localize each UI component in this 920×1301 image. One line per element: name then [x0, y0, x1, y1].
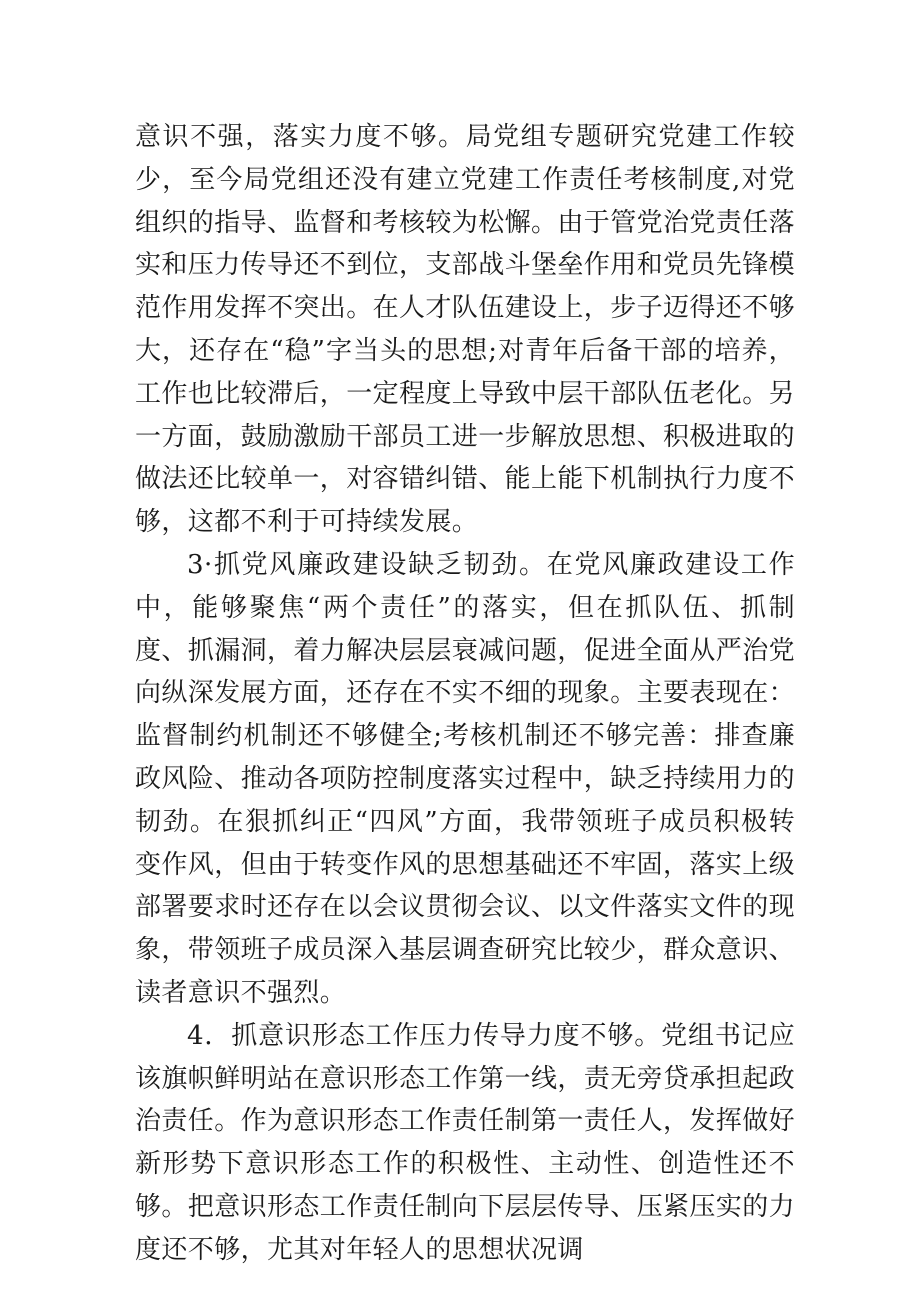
paragraph-item-4: 4．抓意识形态工作压力传导力度不够。党组书记应该旗帜鲜明站在意识形态工作第一线，责无旁贷承担起政治责任。作为意识形态工作责任制第一责任人，发挥做好新形势下意识形态工作的积极性、主动性、创造性还不够。把意识形态工作责任制向下层层传导、压紧压实的力度还不够，尤其对年轻人的思想状况调 — [135, 1020, 796, 1265]
paragraph-item-3: 3·抓党风廉政建设缺乏韧劲。在党风廉政建设工作中，能够聚焦“两个责任”的落实，但在抓队伍、抓制度、抓漏洞，着力解决层层衰减问题，促进全面从严治党向纵深发展方面，还存在不实不细的现象。主要表现在：监督制约机制还不够健全;考核机制还不够完善：排查廉政风险、推动各项防控制度落实过程中，缺乏持续用力的韧劲。在狠抓纠正“四风”方面，我带领班子成员积极转变作风，但由于转变作风的思想基础还不牢固，落实上级部署要求时还存在以会议贯彻会议、以文件落实文件的现象，带领班子成员深入基层调查研究比较少，群众意识、读者意识不强烈。 — [135, 549, 796, 1008]
paragraph-continuation: 意识不强，落实力度不够。局党组专题研究党建工作较少，至今局党组还没有建立党建工作责任考核制度,对党组织的指导、监督和考核较为松懈。由于管党治党责任落实和压力传导还不到位，支部战斗堡垒作用和党员先锋模范作用发挥不突出。在人才队伍建设上，步子迈得还不够大，还存在“稳”字当头的思想;对青年后备干部的培养，工作也比较滞后，一定程度上导致中层干部队伍老化。另一方面，鼓励激励干部员工进一步解放思想、积极进取的做法还比较单一，对容错纠错、能上能下机制执行力度不够，这都不利于可持续发展。 — [135, 122, 796, 538]
document-body — [135, 116, 795, 1272]
